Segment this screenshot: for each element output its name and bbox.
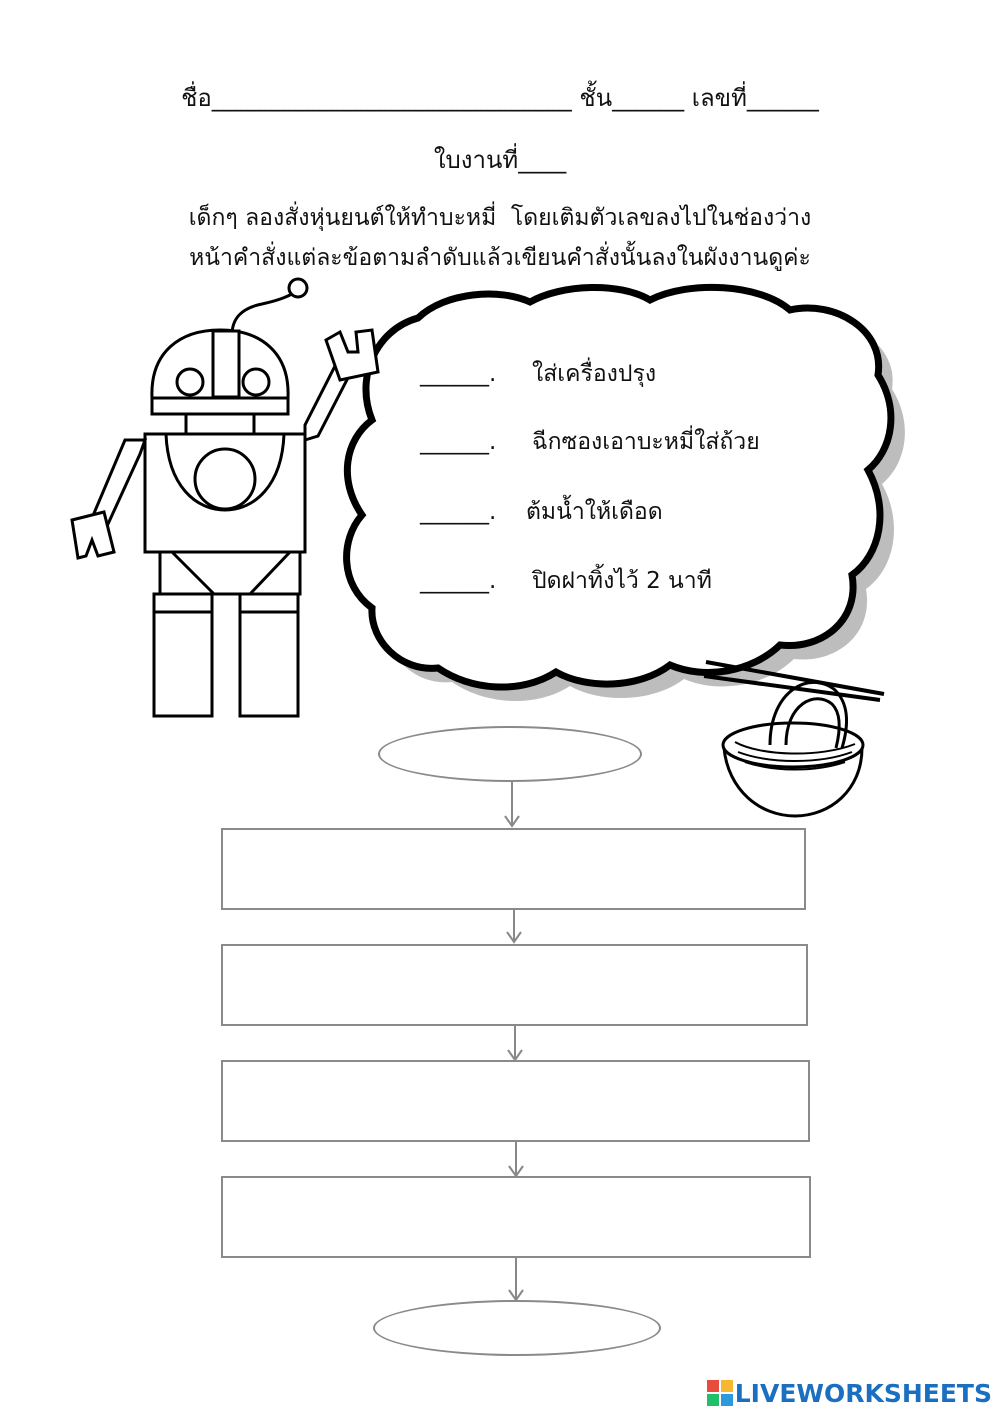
number-blank[interactable]: ______: [746, 84, 819, 112]
flowchart-box-4[interactable]: [221, 1176, 811, 1258]
class-label: ชั้น: [579, 84, 613, 112]
step-2: [420, 424, 760, 460]
step-2-text: ฉีกซองเอาบะหมี่ใส่ถ้วย: [532, 429, 760, 455]
step-4-blank[interactable]: ______.: [420, 568, 497, 594]
instruction-line-2: หน้าคำสั่งแต่ละข้อตามลำดับแล้วเขียนคำสั่งนั้นลงในผังงานดูค่ะ: [189, 245, 811, 271]
step-3-blank[interactable]: ______.: [420, 499, 497, 525]
robot-illustration: [72, 279, 378, 716]
flowchart-box-1[interactable]: [221, 828, 806, 910]
worksheet-blank[interactable]: ____: [518, 146, 567, 174]
name-label: ชื่อ: [181, 84, 212, 112]
flowchart-box-3[interactable]: [221, 1060, 810, 1142]
step-2-blank[interactable]: ______.: [420, 429, 497, 455]
step-4-text: ปิดฝาทิ้งไว้ 2 นาที: [532, 568, 712, 594]
liveworksheets-logo: [705, 1376, 992, 1410]
step-3-text: ต้มน้ำให้เดือด: [526, 499, 663, 525]
flowchart-start-oval[interactable]: [378, 726, 642, 782]
liveworksheets-logo-icon: [705, 1378, 735, 1408]
number-label: เลขที่: [691, 84, 747, 112]
step-4: [420, 563, 712, 599]
step-3: [420, 494, 663, 530]
class-blank[interactable]: ______: [612, 84, 685, 112]
step-1: [420, 356, 656, 392]
liveworksheets-wordmark: LIVEWORKSHEETS: [734, 1378, 992, 1408]
step-1-text: ใส่เครื่องปรุง: [532, 361, 657, 387]
worksheet-label: ใบงานที่: [433, 146, 519, 174]
flowchart-end-oval[interactable]: [373, 1300, 661, 1356]
step-1-blank[interactable]: ______.: [420, 361, 497, 387]
flowchart-box-2[interactable]: [221, 944, 808, 1026]
instruction-line-1: เด็กๆ ลองสั่งหุ่นยนต์ให้ทำบะหมี่ โดยเติมตัวเลขลงไปในช่องว่าง: [188, 205, 812, 231]
name-blank[interactable]: ______________________________: [211, 84, 572, 112]
